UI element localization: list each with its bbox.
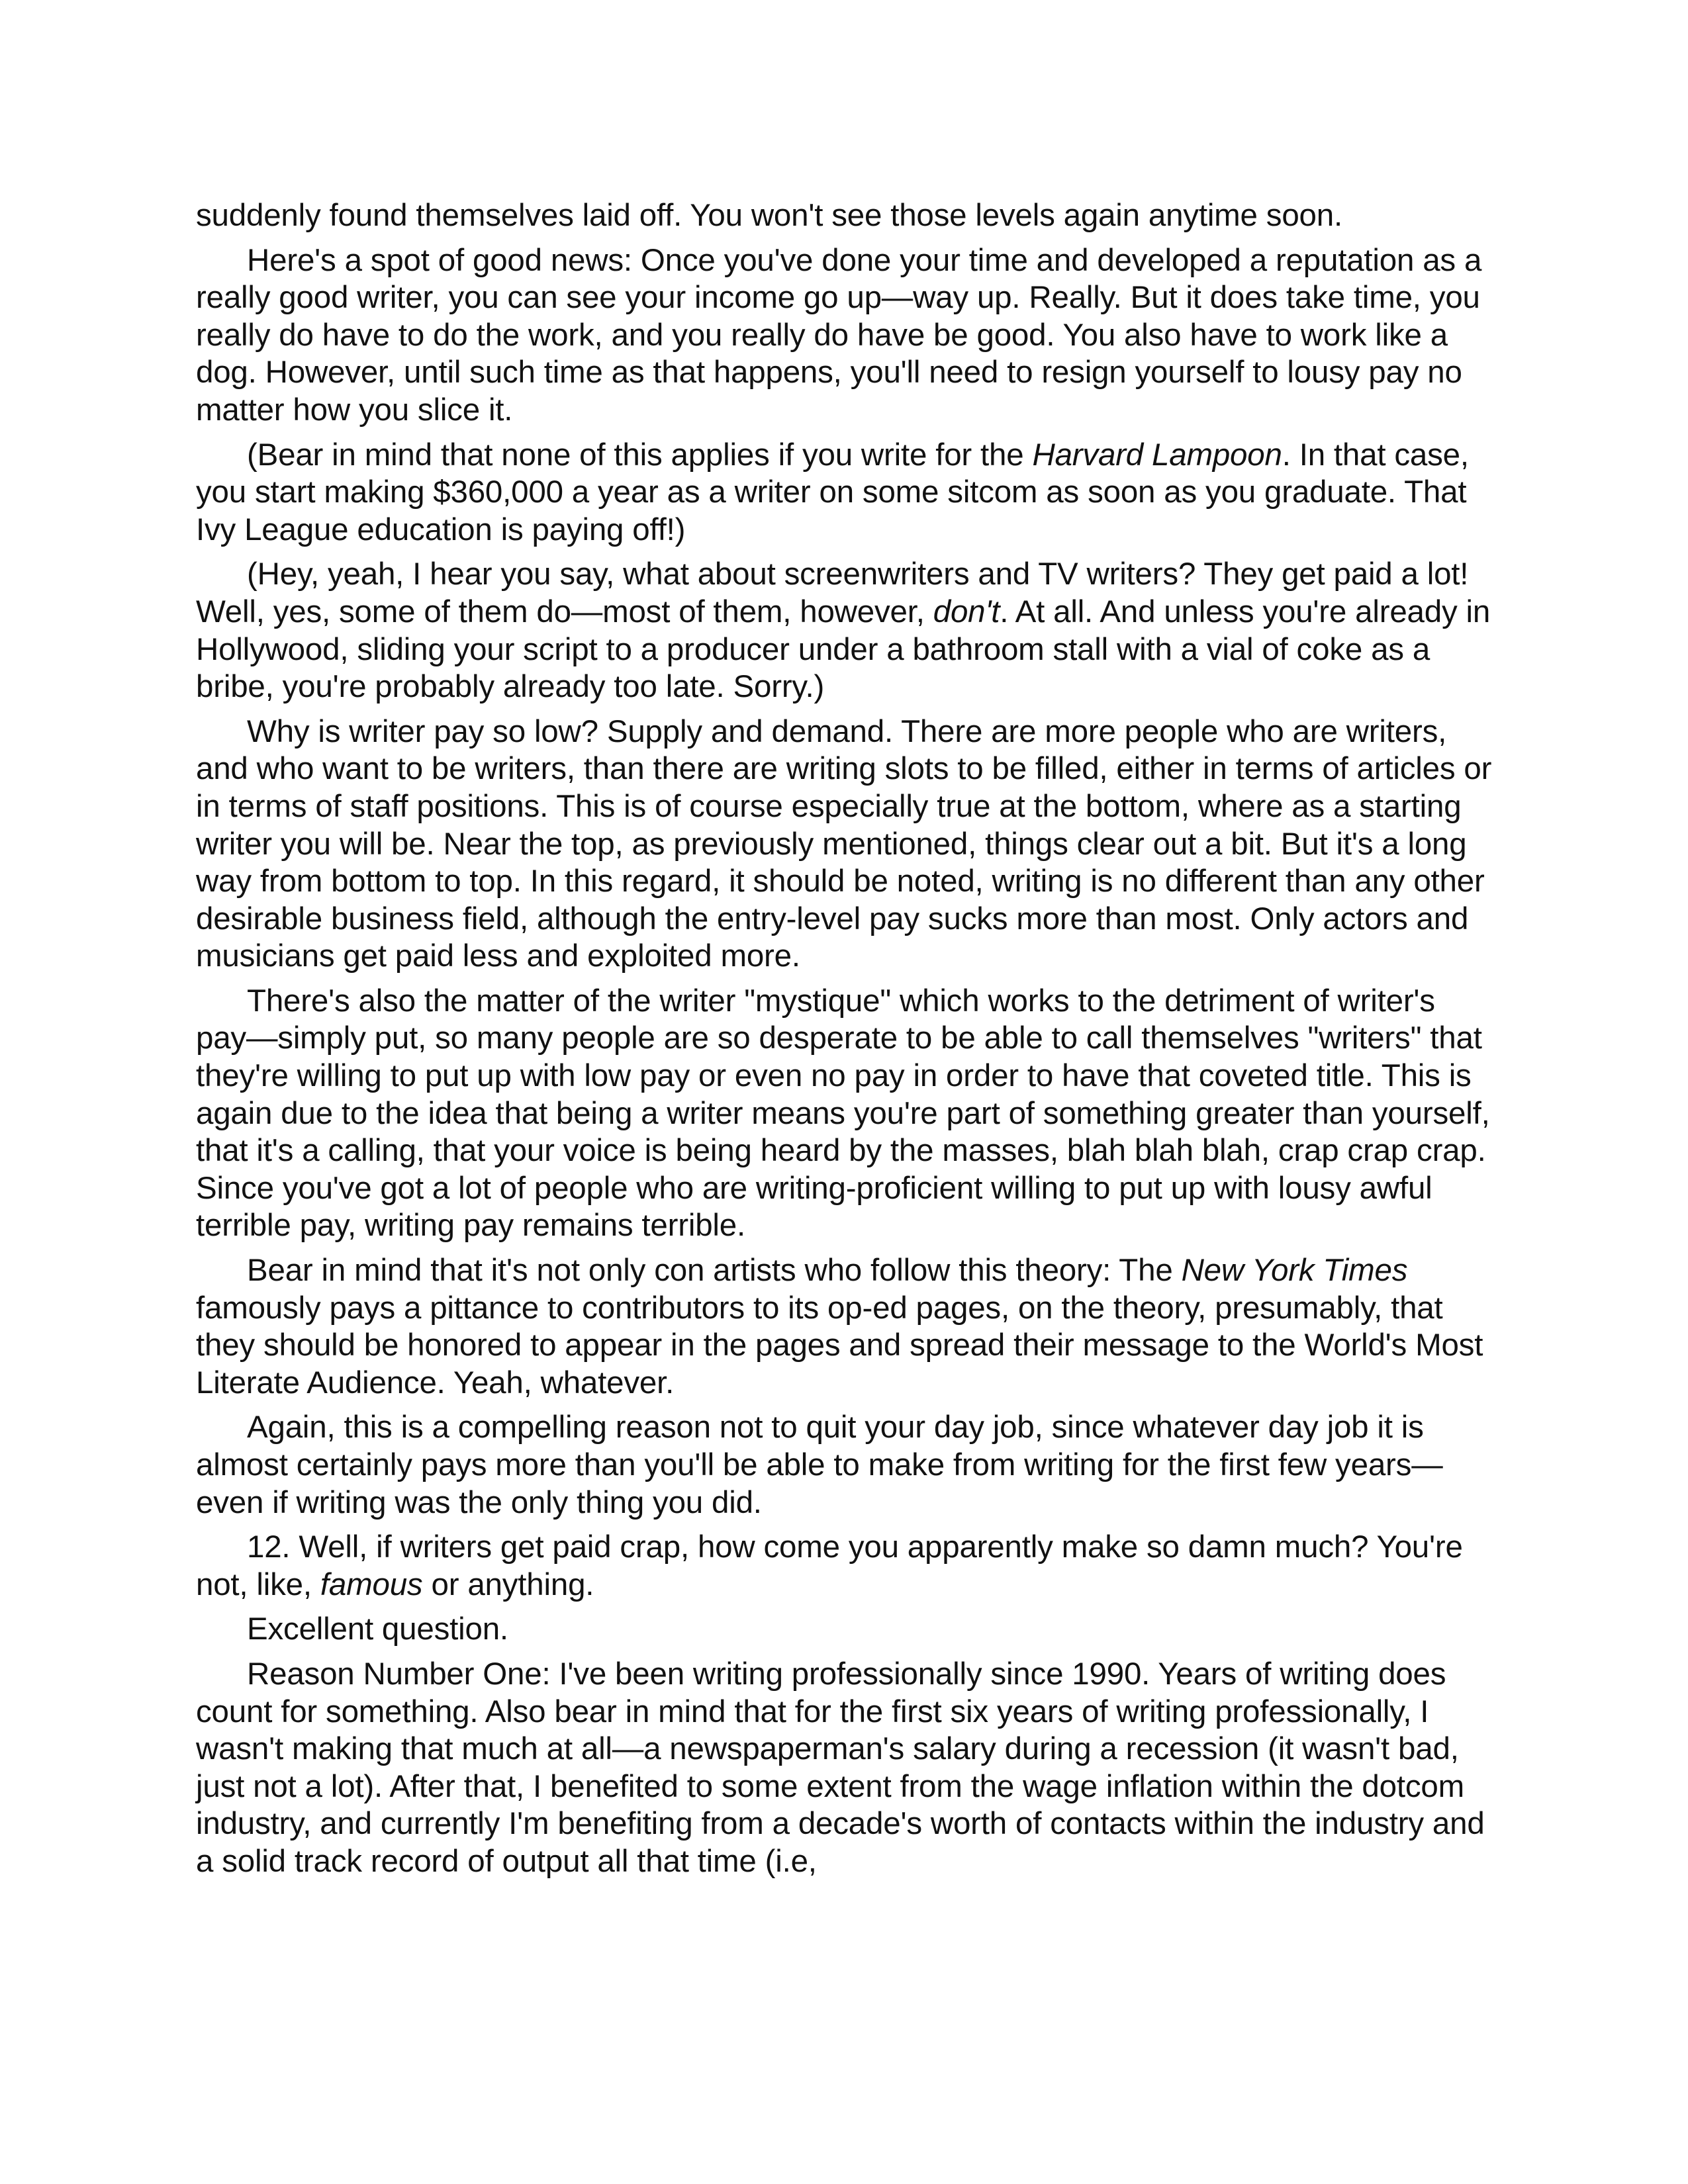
paragraph [196, 983, 1493, 1245]
text-run: . In that case, you start making $360,000 a year as a writer on some sitcom as soon as you graduate. That Ivy League education is paying off!) [196, 437, 1469, 547]
text-run: or anything. [422, 1567, 594, 1602]
publication-title: Harvard Lampoon [1032, 437, 1282, 473]
emphasis-text: famous [320, 1567, 423, 1602]
text-run: famously pays a pittance to contributors to its op-ed pages, on the theory, presumably, that they should be honored to appear in the pages and spread their message to the World's Most Literate Audience. Yeah, whatever. [196, 1290, 1483, 1400]
text-run: Again, this is a compelling reason not to quit your day job, since whatever day job it is almost certainly pays more than you'll be able to make from writing for the first few years—even if writing was the only thing you did. [196, 1410, 1443, 1520]
paragraph [196, 437, 1493, 549]
text-run: suddenly found themselves laid off. You won't see those levels again anytime soon. [196, 198, 1342, 233]
paragraph [196, 1409, 1493, 1522]
text-run: There's also the matter of the writer "mystique" which works to the detriment of writer's pay—simply put, so many people are so desperate to be able to call themselves "writers" that they're willing to put up with low pay or even no pay in order to have that coveted title. This is again due to the idea that being a writer means you're part of something greater than yourself, that it's a calling, that your voice is being heard by the masses, blah blah blah, crap crap crap. Since you've got a lot of people who are writing-proficient willing to put up with lousy awful terrible pay, writing pay remains terrible. [196, 983, 1490, 1244]
text-run: (Hey, yeah, I hear you say, what about screenwriters and TV writers? They get paid a lot! Well, yes, some of them do—most of them, however, [196, 557, 1469, 629]
paragraph [196, 1252, 1493, 1402]
text-run: (Bear in mind that none of this applies if you write for the [247, 437, 1033, 473]
text-run: Reason Number One: I've been writing professionally since 1990. Years of writing does count for something. Also bear in mind that for the first six years of writing professionally, I wasn't making that much at all—a newspaperman's salary during a recession (it wasn't bad, just not a lot). After that, I benefited to some extent from the wage inflation within the dotcom industry, and currently I'm benefiting from a decade's worth of contacts within the industry and a solid track record of output all that time (i.e, [196, 1656, 1485, 1879]
text-run: Here's a spot of good news: Once you've done your time and developed a reputation as a really good writer, you can see your income go up—way up. Really. But it does take time, you really do have to do the work, and you really do have be good. You also have to work like a dog. However, until such time as that happens, you'll need to resign yourself to lousy pay no matter how you slice it. [196, 242, 1482, 428]
text-run: Bear in mind that it's not only con artists who follow this theory: The [247, 1253, 1182, 1289]
question-heading [196, 1529, 1493, 1604]
paragraph [196, 1611, 1493, 1649]
paragraph [196, 242, 1493, 430]
text-run: 12. Well, if writers get paid crap, how come you apparently make so damn much? You're not, like, [196, 1529, 1463, 1602]
text-run: Excellent question. [247, 1612, 508, 1647]
emphasis-text: don't [933, 594, 1000, 629]
paragraph [196, 1656, 1493, 1881]
publication-title: New York Times [1181, 1253, 1408, 1289]
text-run: Why is writer pay so low? Supply and demand. There are more people who are writers, and who want to be writers, than there are writing slots to be filled, either in terms of articles or in terms of staff positions. This is of course especially true at the bottom, where as a starting writer you will be. Near the top, as previously mentioned, things clear out a bit. But it's a long way from bottom to top. In this regard, it should be noted, writing is no different than any other desirable business field, although the entry-level pay sucks more than most. Only actors and musicians get paid less and exploited more. [196, 713, 1492, 974]
paragraph [196, 713, 1493, 976]
text-run: . At all. And unless you're already in Hollywood, sliding your script to a producer under a bathroom stall with a vial of coke as a bribe, you're probably already too late. Sorry.) [196, 594, 1491, 705]
body-text [196, 197, 1493, 1888]
paragraph [196, 556, 1493, 705]
paragraph [196, 197, 1493, 235]
